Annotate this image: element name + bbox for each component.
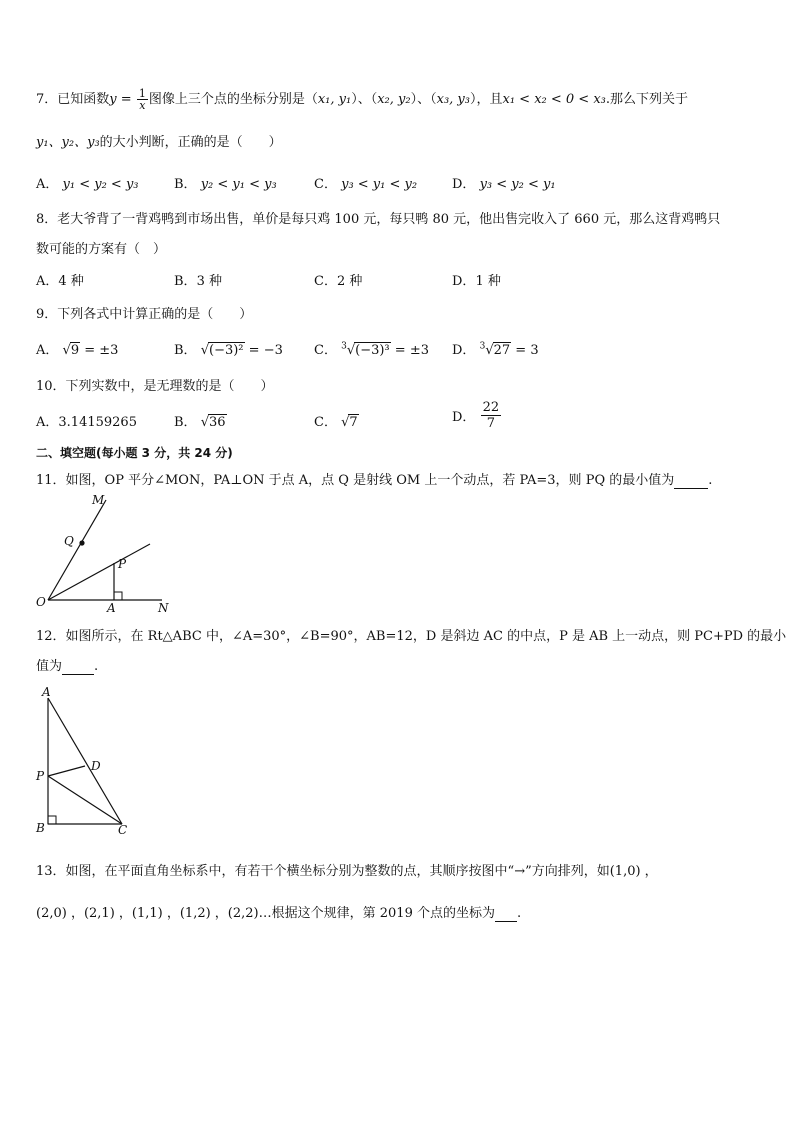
label-m: M: [92, 493, 105, 507]
ray-op: [48, 544, 150, 600]
section-title: 二、填空题(每小题 3 分，共 24 分): [36, 446, 233, 460]
q12-figure: [34, 684, 134, 836]
segment-pc: [48, 776, 122, 824]
q7-fraction: [137, 88, 148, 111]
option-label: D．: [452, 177, 476, 192]
q10-option-a: [36, 411, 137, 430]
option-result: = 3: [511, 343, 539, 358]
q13-line2-text: 根据这个规律，第 2019 个点的坐标为: [271, 906, 495, 921]
root-index: 3: [479, 341, 486, 352]
q12-line2: [36, 655, 98, 675]
q9-line1: 9．下列各式中计算正确的是（ ）: [36, 307, 253, 322]
q7-option-a: [36, 173, 139, 192]
q7-point3: x₃, y₃: [436, 92, 470, 107]
option-label: A．: [36, 177, 59, 192]
option-text: 3.14159265: [58, 415, 137, 430]
option-text: y₂ < y₁ < y₃: [200, 177, 277, 192]
right-angle-mark: [114, 592, 122, 600]
q8-option-a: [36, 270, 84, 289]
q7-option-b: [174, 173, 277, 192]
option-label: C．: [314, 274, 337, 289]
q9-option-d: D． $^3$√27 = 3: [452, 341, 539, 358]
q7-stem-mid: 图像上三个点的坐标分别是（: [148, 92, 318, 107]
radicand: (−3)³: [355, 343, 390, 358]
q7-option-d: [452, 173, 556, 192]
option-label: D．: [452, 274, 476, 289]
label-n: N: [158, 601, 169, 615]
point-q: [79, 540, 84, 545]
q11-line1: [36, 469, 712, 489]
answer-blank[interactable]: [62, 659, 94, 675]
label-p: P: [118, 557, 127, 571]
q12-end: .: [94, 659, 99, 674]
option-label: B．: [174, 177, 197, 192]
option-label: C．: [314, 343, 337, 358]
q8-line1: 8．老大爷背了一背鸡鸭到市场出售，单价是每只鸡 100 元，每只鸭 80 元，他出售完收入了 660 元，那么这背鸡鸭只: [36, 212, 721, 227]
option-label: B．: [174, 343, 197, 358]
radicand: (−3)²: [209, 343, 244, 358]
label-q: Q: [64, 534, 74, 548]
option-text: 3 种: [196, 274, 222, 289]
q7-point1: x₁, y₁: [317, 92, 352, 107]
q7-stem-tail: .那么下列关于: [605, 92, 689, 107]
q13-text: 13．如图，在平面直角坐标系中，有若干个横坐标分别为整数的点，其顺序按图中“→”方向排列，如: [36, 864, 610, 879]
q7-frac-den: x: [139, 99, 146, 112]
option-label: B．: [174, 415, 197, 430]
q7-sep1: ）、（: [351, 92, 378, 107]
q13-points: (2,0) ，(2,1) ，(1,1) ，(1,2) ，(2,2)…: [36, 906, 272, 921]
q8-line2: 数可能的方案有（ ）: [36, 242, 167, 257]
frac-num: 22: [482, 400, 500, 415]
q7-func-var: y: [109, 92, 117, 107]
option-label: A．: [36, 415, 59, 430]
option-label: B．: [174, 274, 197, 289]
q11-end: .: [708, 473, 713, 488]
q8-option-d: [452, 270, 501, 289]
q7-vars: y₁、y₂、y₃: [36, 135, 100, 150]
q9-option-b: B． √(−3)² = −3: [174, 343, 283, 358]
label-o: O: [36, 595, 46, 609]
q7-line2: [36, 131, 282, 150]
option-text: 1 种: [475, 274, 501, 289]
option-label: A．: [36, 343, 59, 358]
answer-blank[interactable]: [674, 473, 708, 489]
option-text: 2 种: [336, 274, 363, 289]
q9-option-a: A． √9 = ±3: [36, 343, 119, 358]
segment-pd: [48, 766, 85, 776]
frac-den: 7: [486, 416, 495, 431]
option-label: A．: [36, 274, 59, 289]
option-label: D．: [452, 410, 476, 425]
label-a: A: [42, 685, 51, 699]
label-a: A: [107, 601, 116, 615]
radicand: 36: [208, 415, 226, 430]
q8-option-b: [174, 270, 222, 289]
q11-text: 11．如图，OP 平分∠MON，PA⊥ON 于点 A，点 Q 是射线 OM 上一个动点，若 PA=3，则 PQ 的最小值为: [36, 473, 675, 488]
label-p: P: [36, 769, 45, 783]
q10-option-c: C． √7: [314, 415, 358, 430]
option-label: C．: [314, 415, 337, 430]
option-text: y₃ < y₁ < y₂: [341, 177, 418, 192]
option-label: D．: [452, 343, 476, 358]
q7-frac-num: 1: [138, 87, 146, 100]
side-ac: [48, 698, 122, 824]
q9-option-c: C． $^3$√(−3)³ = ±3: [314, 341, 429, 358]
answer-blank[interactable]: [495, 906, 517, 922]
q7-stem-after: ），且: [469, 92, 503, 107]
right-angle-mark: [48, 816, 56, 824]
option-fraction: [481, 400, 502, 431]
q7-condition: x₁ < x₂ < 0 < x₃: [502, 92, 606, 107]
option-label: C．: [314, 177, 337, 192]
q7-option-c: [314, 173, 417, 192]
label-b: B: [36, 821, 45, 835]
q7-line1: 7．已知函数y = $\frac{1}{x}$ 图像上三个点的坐标分别是（x₁, y₁）、（x₂, y₂）、（x₃, y₃），且x₁ < x₂ < 0 < x₃.那么下列关于: [36, 87, 689, 112]
q13-line1: [36, 860, 658, 879]
option-result: = −3: [244, 343, 283, 358]
q13-line2: [36, 902, 521, 922]
radicand: 9: [70, 343, 80, 358]
q7-line2-text: 的大小判断，正确的是（ ）: [99, 135, 282, 150]
q7-point2: x₂, y₂: [377, 92, 411, 107]
q7-stem-start: 7．已知函数: [36, 92, 110, 107]
q12-line1: 12．如图所示，在 Rt△ABC 中，∠A=30°，∠B=90°，AB=12，D 是斜边 AC 的中点，P 是 AB 上一动点，则 PC+PD 的最小: [36, 629, 787, 644]
option-text: y₃ < y₂ < y₁: [479, 177, 556, 192]
radicand: 27: [493, 343, 511, 358]
label-d: D: [91, 759, 101, 773]
q12-line2-text: 值为: [36, 659, 63, 674]
option-text: y₁ < y₂ < y₃: [62, 177, 139, 192]
option-text: 4 种: [58, 274, 84, 289]
ray-om: [48, 500, 106, 600]
q10-line1: 10．下列实数中，是无理数的是（ ）: [36, 379, 274, 394]
root-index: 3: [341, 341, 347, 352]
q11-figure: [34, 492, 174, 616]
q10-option-b: B． √36: [174, 415, 226, 430]
q13-example-point: (1,0) ，: [609, 864, 658, 879]
option-result: = ±3: [390, 343, 429, 358]
q7-sep2: ）、（: [410, 92, 437, 107]
option-result: = ±3: [80, 343, 119, 358]
label-c: C: [118, 823, 128, 836]
radicand: 7: [349, 415, 358, 430]
q8-option-c: [314, 270, 362, 289]
q10-option-d: [452, 400, 502, 431]
q13-end: .: [516, 906, 522, 921]
